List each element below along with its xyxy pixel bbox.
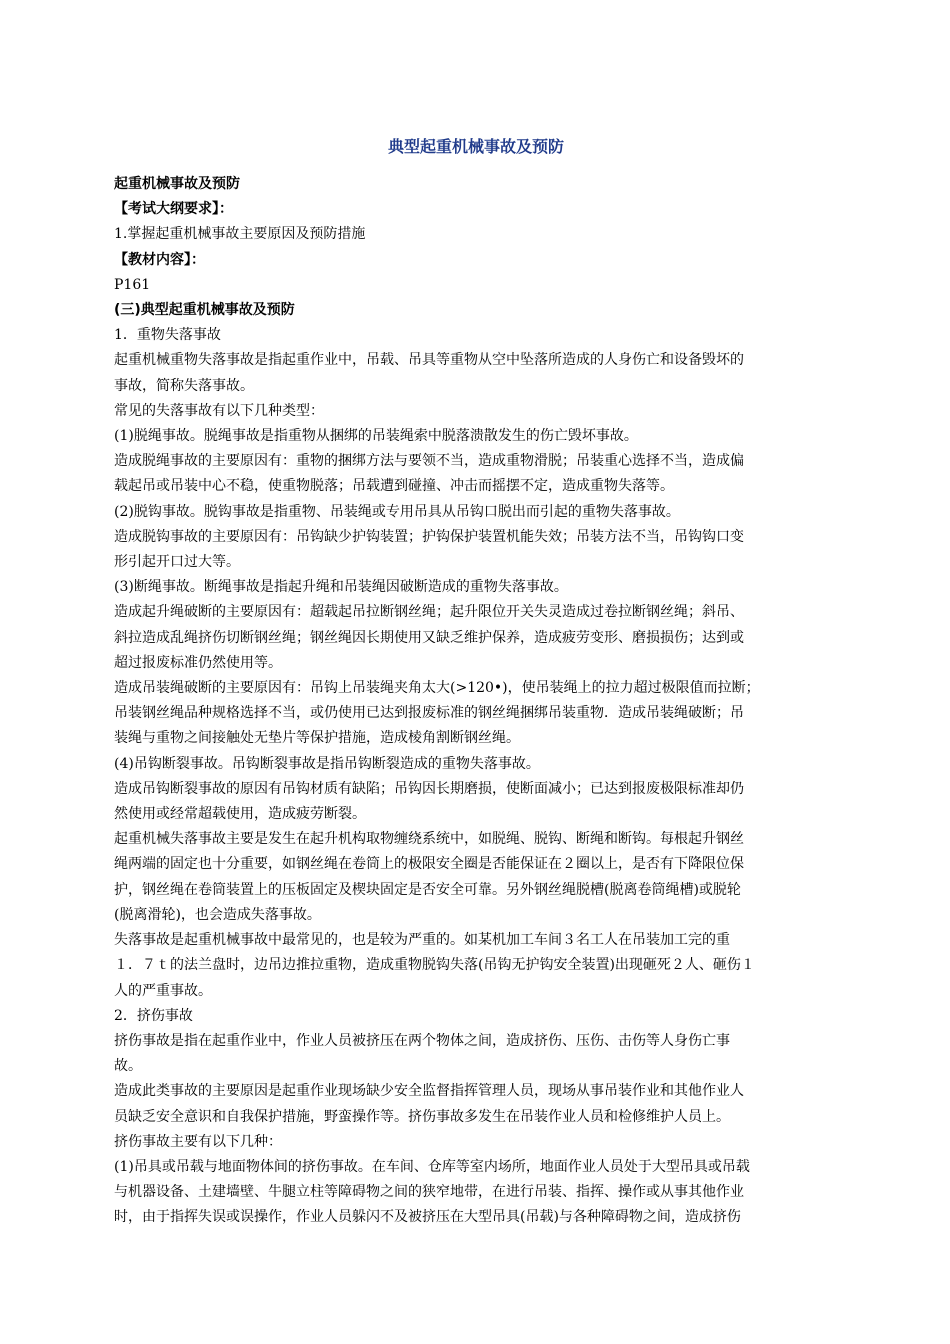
text-line: 员缺乏安全意识和自我保护措施，野蛮操作等。挤伤事故多发生在吊装作业人员和检修维护人员上。 [114,1108,730,1125]
text-line: 形引起开口过大等。 [114,554,240,571]
text-line: 起重机械失落事故主要是发生在起升机构取物缠绕系统中，如脱绳、脱钩、断绳和断钩。每根起升钢丝 [114,831,744,848]
text-line: 与机器设备、土建墙壁、牛腿立柱等障碍物之间的狭窄地带，在进行吊装、指挥、操作或从事其他作业 [114,1184,744,1201]
document-body [114,172,838,1231]
document-title: 典型起重机械事故及预防 [387,137,564,156]
text-line: (4)吊钩断裂事故。吊钩断裂事故是指吊钩断裂造成的重物失落事故。 [114,755,540,772]
text-line: 失落事故是起重机械事故中最常见的，也是较为严重的。如某机加工车间３名工人在吊装加工完的重 [114,932,730,949]
text-line: １．７ｔ的法兰盘时，边吊边推拉重物，造成重物脱钩失落(吊钩无护钩安全装置)出现砸死２人、砸伤１ [114,957,755,974]
text-line: 1.掌握起重机械事故主要原因及预防措施 [114,226,366,243]
document-page [114,134,838,1231]
text-line: 造成脱绳事故的主要原因有：重物的捆绑方法与要领不当，造成重物滑脱；吊装重心选择不当，造成偏 [114,453,744,470]
text-line: 绳两端的固定也十分重要，如钢丝绳在卷筒上的极限安全圈是否能保证在２圈以上，是否有下降限位保 [114,856,744,873]
section-heading: 【考试大纲要求】： [114,201,233,218]
text-line: 造成脱钩事故的主要原因有：吊钩缺少护钩装置；护钩保护装置机能失效；吊装方法不当，吊钩钩口变 [114,528,744,545]
text-line: (2)脱钩事故。脱钩事故是指重物、吊装绳或专用吊具从吊钩口脱出而引起的重物失落事故。 [114,503,680,520]
text-line: 事故，简称失落事故。 [114,377,254,394]
text-line: 装绳与重物之间接触处无垫片等保护措施，造成棱角割断钢丝绳。 [114,730,520,747]
text-line: (3)断绳事故。断绳事故是指起升绳和吊装绳因破断造成的重物失落事故。 [114,579,568,596]
section-heading: (三)典型起重机械事故及预防 [114,302,295,319]
text-line: 护，钢丝绳在卷筒装置上的压板固定及楔块固定是否安全可靠。另外钢丝绳脱槽(脱离卷筒绳槽)或脱轮 [114,881,741,898]
text-line: 1．重物失落事故 [114,327,221,344]
text-line: 时，由于指挥失误或误操作，作业人员躲闪不及被挤压在大型吊具(吊载)与各种障碍物之间，造成挤伤 [114,1209,741,1226]
text-line: 然使用或经常超载使用，造成疲劳断裂。 [114,806,366,823]
text-line: 挤伤事故是指在起重作业中，作业人员被挤压在两个物体之间，造成挤伤、压伤、击伤等人身伤亡事 [114,1032,730,1049]
text-line: 造成吊钩断裂事故的原因有吊钩材质有缺陷；吊钩因长期磨损，使断面减小；已达到报废极限标准却仍 [114,780,744,797]
text-line: 故。 [114,1058,142,1075]
text-line: 吊装钢丝绳品种规格选择不当，或仍使用已达到报废标准的钢丝绳捆绑吊装重物．造成吊装绳破断；吊 [114,705,744,722]
section-heading: 【教材内容】： [114,251,205,268]
text-line: 载起吊或吊装中心不稳，使重物脱落；吊载遭到碰撞、冲击而摇摆不定，造成重物失落等。 [114,478,674,495]
text-line: 常见的失落事故有以下几种类型： [114,402,324,419]
text-line: 造成起升绳破断的主要原因有：超载起吊拉断钢丝绳；起升限位开关失灵造成过卷拉断钢丝绳；斜吊、 [114,604,744,621]
text-line: 超过报废标准仍然使用等。 [114,654,282,671]
text-line: (脱离滑轮)，也会造成失落事故。 [114,906,321,923]
text-line: 挤伤事故主要有以下几种： [114,1133,282,1150]
section-heading: 起重机械事故及预防 [114,176,240,192]
text-line: 造成吊装绳破断的主要原因有：吊钩上吊装绳夹角太大(>120•)，使吊装绳上的拉力超过极限值而拉断； [114,680,760,697]
text-line: 斜拉造成乱绳挤伤切断钢丝绳；钢丝绳因长期使用又缺乏维护保养，造成疲劳变形、磨损损伤；达到或 [114,629,744,646]
text-line: (1)吊具或吊载与地面物体间的挤伤事故。在车间、仓库等室内场所，地面作业人员处于大型吊具或吊载 [114,1158,750,1175]
text-line: P161 [114,276,151,293]
text-line: 人的严重事故。 [114,982,212,999]
text-line: 造成此类事故的主要原因是起重作业现场缺少安全监督指挥管理人员，现场从事吊装作业和其他作业人 [114,1083,744,1100]
text-line: 起重机械重物失落事故是指起重作业中，吊载、吊具等重物从空中坠落所造成的人身伤亡和设备毁坏的 [114,352,744,369]
text-line: 2．挤伤事故 [114,1007,193,1024]
text-line: (1)脱绳事故。脱绳事故是指重物从捆绑的吊装绳索中脱落溃散发生的伤亡毁坏事故。 [114,428,638,445]
